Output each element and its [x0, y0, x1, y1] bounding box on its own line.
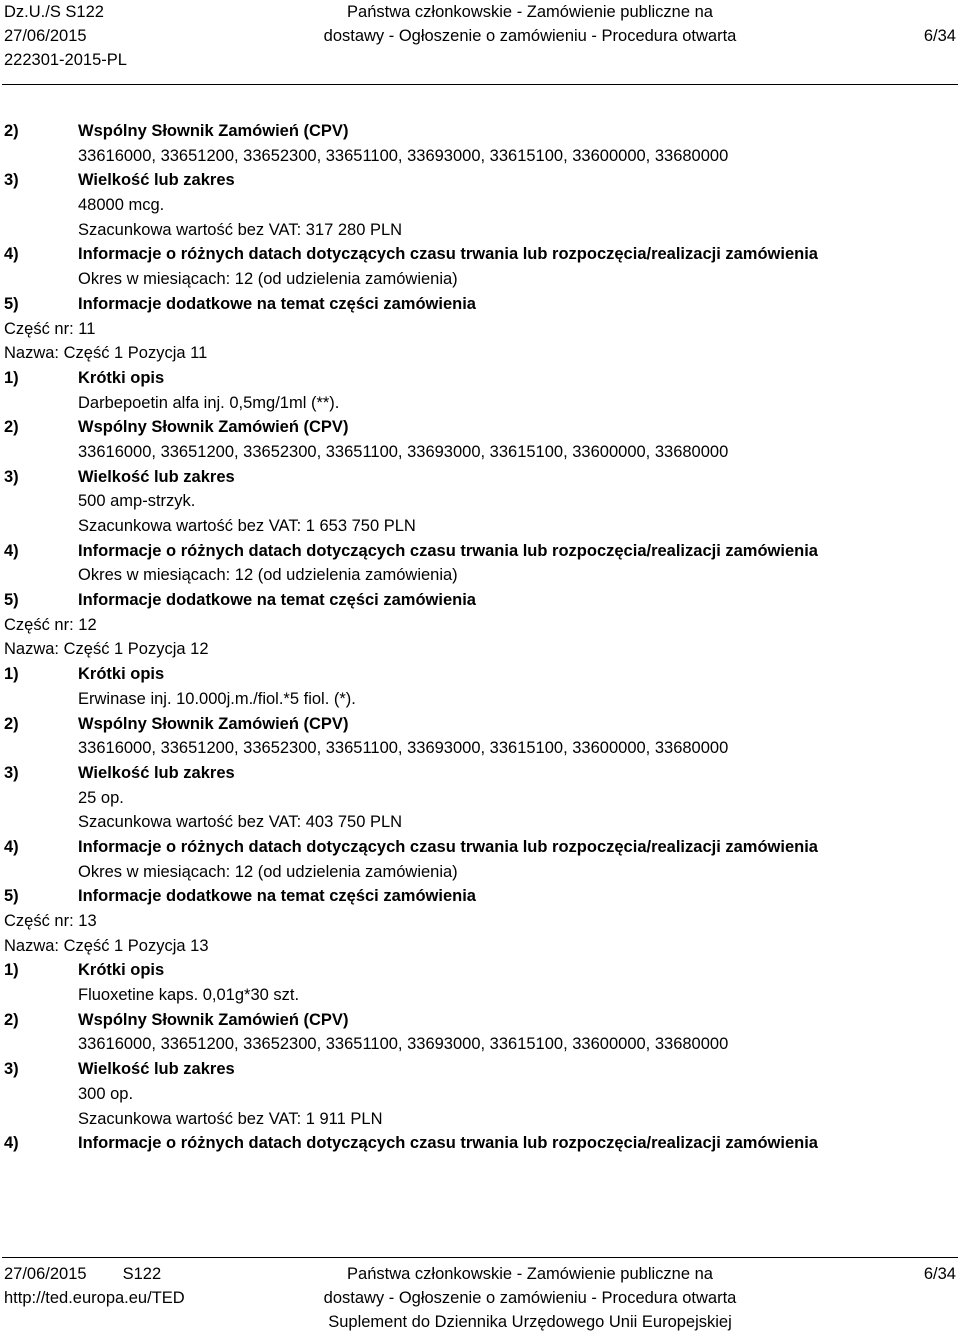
doc-id: 222301-2015-PL: [4, 51, 127, 69]
extra-heading: 5) Informacje dodatkowe na temat części zamówienia: [4, 591, 476, 610]
size-heading: 3) Wielkość lub zakres: [4, 763, 235, 782]
footer-page: [924, 1262, 956, 1286]
part-name: Nazwa: Część 1 Pozycja 13: [4, 936, 209, 955]
extra-heading: 5) Informacje dodatkowe na temat części zamówienia: [4, 887, 476, 906]
header-title: [300, 0, 760, 48]
footer-title: [300, 1262, 760, 1334]
quantity: 500 amp-strzyk.: [78, 492, 196, 511]
page-footer: [0, 1262, 960, 1334]
header-page: [924, 0, 956, 48]
footer-series: S122: [122, 1265, 162, 1283]
quantity: 25 op.: [78, 788, 124, 807]
size-heading: 3) Wielkość lub zakres: [4, 467, 235, 486]
cpv-heading: 2) Wspólny Słownik Zamówień (CPV): [4, 122, 349, 140]
part-description: Erwinase inj. 10.000j.m./fiol.*5 fiol. (*).: [78, 689, 356, 708]
quantity: 300 op.: [78, 1084, 134, 1103]
part-name: Nazwa: Część 1 Pozycja 12: [4, 640, 209, 659]
journal-ref: Dz.U./S S122: [4, 3, 104, 21]
dates-heading: 4) Informacje o różnych datach dotyczących czasu trwania lub rozpoczęcia/realizacji zamówienia: [4, 245, 818, 264]
dates-heading: 4) Informacje o różnych datach dotyczących czasu trwania lub rozpoczęcia/realizacji zamówienia: [4, 541, 818, 560]
short-desc-heading: 1) Krótki opis: [4, 368, 165, 387]
cpv-codes: 33616000, 33651200, 33652300, 33651100, 33693000, 33615100, 33600000, 33680000: [78, 442, 729, 461]
part-description: Darbepoetin alfa inj. 0,5mg/1ml (**).: [78, 393, 340, 412]
period: Okres w miesiącach: 12 (od udzielenia zamówienia): [78, 566, 458, 585]
header-left: [4, 0, 127, 72]
cpv-codes: 33616000, 33651200, 33652300, 33651100, 33693000, 33615100, 33600000, 33680000: [78, 146, 729, 165]
part-description: Fluoxetine kaps. 0,01g*30 szt.: [78, 986, 300, 1005]
estimated-value: Szacunkowa wartość bez VAT: 1 911 PLN: [78, 1109, 383, 1128]
part-name: Nazwa: Część 1 Pozycja 11: [4, 344, 208, 363]
estimated-value: Szacunkowa wartość bez VAT: 317 280 PLN: [78, 220, 403, 239]
page-header: [0, 0, 960, 70]
period: Okres w miesiącach: 12 (od udzielenia zamówienia): [78, 862, 458, 881]
period: Okres w miesiącach: 12 (od udzielenia zamówienia): [78, 270, 458, 289]
footer-page-number: 6/34: [923, 1265, 956, 1283]
document-body: [4, 119, 956, 1156]
cpv-codes: 33616000, 33651200, 33652300, 33651100, 33693000, 33615100, 33600000, 33680000: [78, 1035, 729, 1054]
quantity: 48000 mcg.: [78, 196, 165, 215]
cpv-heading: 2) Wspólny Słownik Zamówień (CPV): [4, 418, 349, 437]
short-desc-heading: 1) Krótki opis: [4, 665, 165, 684]
dates-heading: 4) Informacje o różnych datach dotyczących czasu trwania lub rozpoczęcia/realizacji zamówienia: [4, 837, 818, 856]
footer-left: [4, 1262, 185, 1310]
header-divider: [2, 84, 958, 85]
page-number: 6/34: [923, 27, 956, 45]
size-heading: 3) Wielkość lub zakres: [4, 171, 235, 190]
part-number: Część nr: 12: [4, 615, 97, 634]
header-title-line2: dostawy - Ogłoszenie o zamówieniu - Procedura otwarta: [323, 27, 737, 45]
footer-divider: [2, 1257, 958, 1258]
header-title-line1: Państwa członkowskie - Zamówienie publiczne na: [347, 3, 713, 21]
extra-heading: 5) Informacje dodatkowe na temat części zamówienia: [4, 294, 476, 313]
cpv-codes: 33616000, 33651200, 33652300, 33651100, 33693000, 33615100, 33600000, 33680000: [78, 739, 729, 758]
part-number: Część nr: 13: [4, 912, 97, 930]
header-date: 27/06/2015: [4, 27, 87, 45]
dates-heading: 4) Informacje o różnych datach dotyczących czasu trwania lub rozpoczęcia/realizacji zamówienia: [4, 1134, 818, 1153]
size-heading: 3) Wielkość lub zakres: [4, 1060, 235, 1079]
cpv-heading: 2) Wspólny Słownik Zamówień (CPV): [4, 1010, 349, 1029]
part-number: Część nr: 11: [4, 319, 96, 338]
footer-url[interactable]: http://ted.europa.eu/TED: [4, 1289, 185, 1307]
footer-title-line3: Suplement do Dziennika Urzędowego Unii Europejskiej: [328, 1313, 732, 1331]
footer-title-line1: Państwa członkowskie - Zamówienie publiczne na: [347, 1265, 713, 1283]
estimated-value: Szacunkowa wartość bez VAT: 1 653 750 PLN: [78, 517, 416, 535]
footer-title-line2: dostawy - Ogłoszenie o zamówieniu - Procedura otwarta: [323, 1289, 737, 1307]
short-desc-heading: 1) Krótki opis: [4, 961, 165, 980]
footer-date: 27/06/2015: [4, 1265, 87, 1283]
estimated-value: Szacunkowa wartość bez VAT: 403 750 PLN: [78, 813, 403, 832]
cpv-heading: 2) Wspólny Słownik Zamówień (CPV): [4, 714, 349, 733]
